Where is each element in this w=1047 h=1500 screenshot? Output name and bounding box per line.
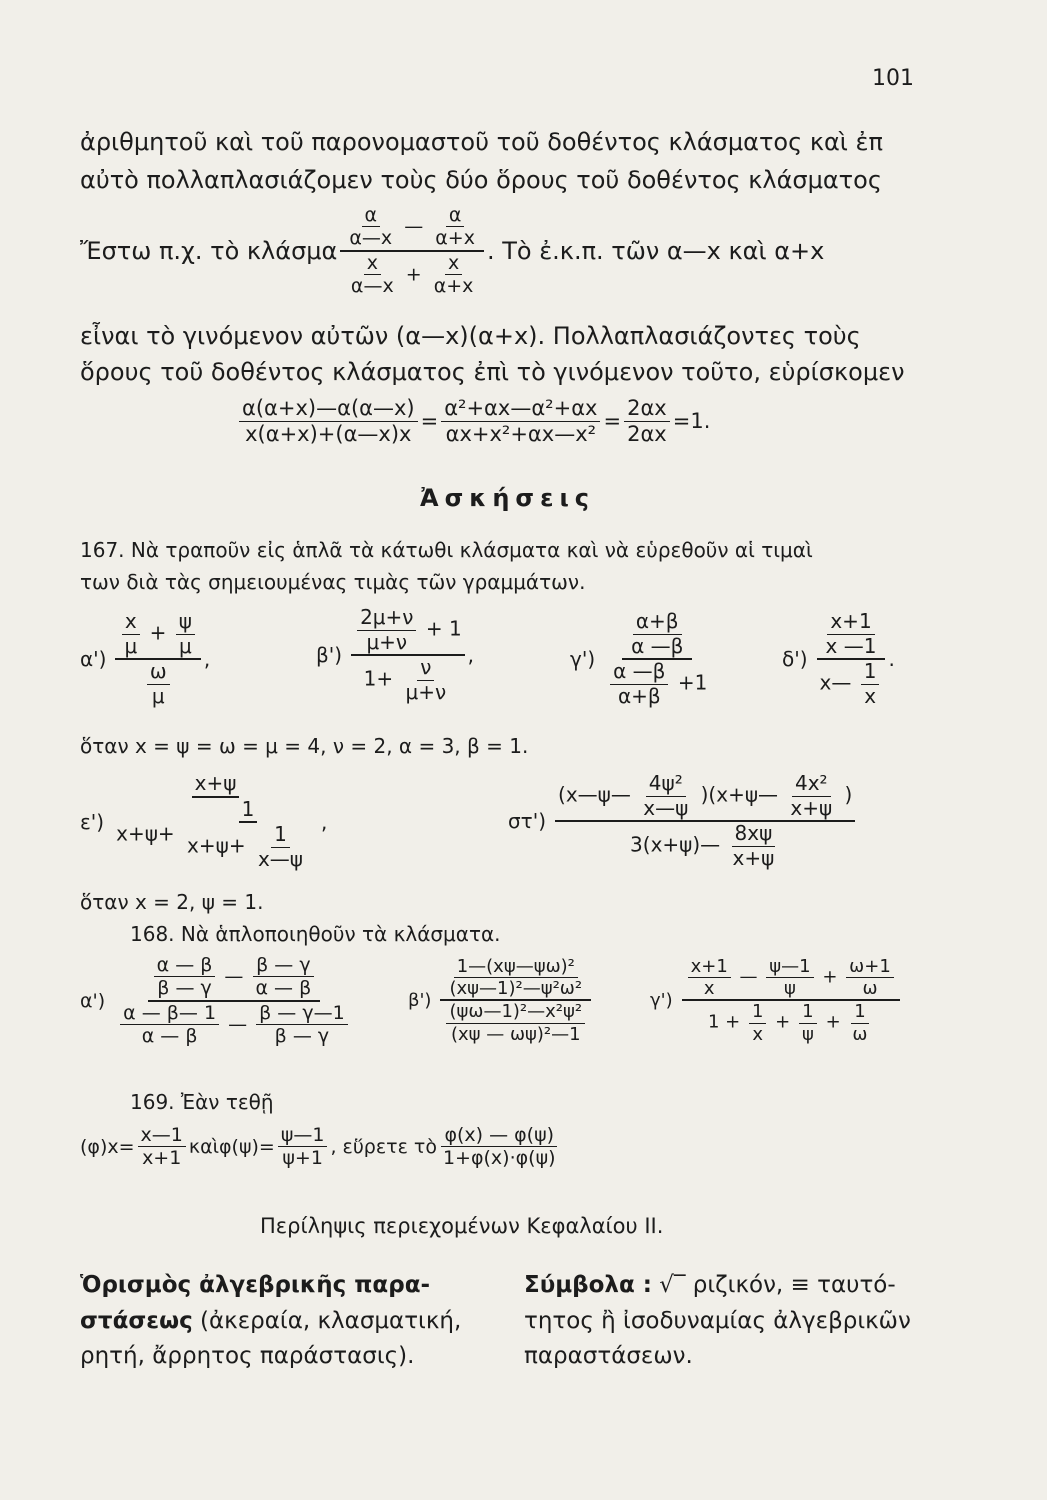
ex167-d: δ') $\frac{x+1}{x —1}$ x— $\frac{1}{x}$ . [782, 609, 895, 708]
ex168-line: 168. Νὰ ἁπλοποιηθοῦν τὰ κλάσματα. [130, 922, 501, 946]
ex168-a: α') $\frac{\alpha — \beta}{\beta — \gamma}$ — $\frac{\beta — \gamma}{\alpha — \beta}$ $\frac{\alpha — \beta— 1}{\alpha — \beta}$ — $\frac{\beta — \gamma—1}{\beta — \gamma}$ [80, 954, 357, 1048]
ex167-st: στ') (x—ψ— $\frac{\text{4ψ²}}{x—\psi}$ )(x+ψ— $\frac{\text{4x²}}{x+\psi}$ ) 3(x+ψ)— $\frac{8x\psi}{x+\psi}$ [508, 772, 858, 870]
example-fraction: $\frac{\alpha}{\alpha—x}$ — $\frac{\alpha}{\alpha+x}$ $\frac{x}{\alpha—x}$ + $\frac{x}{\alpha+x}$ [340, 204, 484, 298]
text-line-2: αὐτὸ πολλαπλασιάζομεν τοὺς δύο ὅρους τοῦ δοθέντος κλάσματος [80, 166, 882, 194]
definition-title: Ὁρισμὸς ἀλγεβρικῆς παρα- [80, 1272, 431, 1298]
example-line [80, 204, 824, 298]
ex169-line: 169. Ἐὰν τεθῇ [130, 1090, 274, 1114]
ex167-line2: των διὰ τὰς σημειουμένας τιμὰς τῶν γραμμάτων. [80, 570, 586, 594]
section-heading: Ἀσκήσεις [420, 484, 596, 512]
ex168-c: γ') $\frac{x+1}{x}$ — $\frac{\psi—1}{\psi}$ + $\frac{\omega+1}{\omega}$ 1 + $\frac{1}{x}$ + $\frac{1}{\psi}$ + $\frac{1}{\omega}$ [650, 956, 903, 1045]
example-tail: . Τὸ ἐ.κ.π. τῶν α—x καὶ α+x [486, 236, 825, 265]
ex169-formula: (φ)x= $\frac{x—1}{x+1}$ καὶφ(ψ)= $\frac{\psi—1}{\psi+1}$ , εὕρετε τὸ $\frac{\varphi(x) — \varphi(\psi)}{1+\varphi(x)\cdot\varphi(\psi)}$ [80, 1124, 556, 1170]
main-equation: $\frac{\alpha(\alpha+x)—\alpha(\alpha—x)}{x(\alpha+x)+(\alpha—x)x}$ = $\frac{\text{α²+αx—α²+αx}}{\text{αx+x²+αx—x²}}$ = $\frac{2\alpha x}{2\alpha x}$ = 1. [236, 396, 710, 447]
summary-right-column: Σύμβολα : √‾ ριζικόν, ≡ ταυτό- τητος ἢ ἰσοδυναμίας ἀλγεβρικῶν παραστάσεων. [524, 1272, 911, 1370]
ex167-when: ὅταν x = ψ = ω = μ = 4, ν = 2, α = 3, β = 1. [80, 734, 529, 758]
text-line-1: ἀριθμητοῦ καὶ τοῦ παρονομαστοῦ τοῦ δοθέντος κλάσματος καὶ ἐπ [80, 128, 883, 156]
page-number: 101 [872, 66, 914, 91]
ex167-b: β') $\frac{2\mu+\nu}{\mu+\nu}$ + 1 1+ $\frac{\nu}{\mu+\nu}$ , [316, 605, 475, 704]
ex167-a: α') $\frac{x}{\mu}$ + $\frac{\psi}{\mu}$ $\frac{\omega}{\mu}$ , [80, 609, 211, 708]
symbols-title: Σύμβολα : [524, 1272, 652, 1298]
ex167-when2: ὅταν x = 2, ψ = 1. [80, 890, 264, 914]
summary-title: Περίληψις περιεχομένων Κεφαλαίου ΙΙ. [260, 1214, 664, 1238]
ex167-c: γ') $\frac{\alpha+\beta}{\alpha —\beta}$ $\frac{\alpha —\beta}{\alpha+\beta}$ +1 [570, 609, 708, 708]
ex167-line1: 167. Νὰ τραποῦν εἰς ἁπλᾶ τὰ κάτωθι κλάσματα καὶ νὰ εὑρεθοῦν αἱ τιμαὶ [80, 538, 813, 562]
ex167-e: ε') x+ψ x+ψ+ 1 x+ψ+ $\frac{1}{x—\psi}$ , [80, 771, 328, 871]
summary-left-column: Ὁρισμὸς ἀλγεβρικῆς παρα- στάσεως (ἀκεραία, κλασματική, ρητή, ἄρρητος παράστασις). [80, 1272, 462, 1370]
example-intro: Ἔστω π.χ. τὸ κλάσμα [80, 236, 338, 265]
text-line-5: ὅρους τοῦ δοθέντος κλάσματος ἐπὶ τὸ γινόμενον τοῦτο, εὑρίσκομεν [80, 358, 905, 386]
ex168-b: β') $\frac{\frac{\text{1—(xψ—ψω)²}}{\text{(xψ—1)²—ψ²ω²}}}{\frac{\text{(ψω—1)²—x²ψ²}}{\text{(xψ — ωψ)²—1}}}$ [408, 956, 594, 1045]
text-line-4: εἶναι τὸ γινόμενον αὐτῶν (α—x)(α+x). Πολλαπλασιάζοντες τοὺς [80, 322, 861, 350]
